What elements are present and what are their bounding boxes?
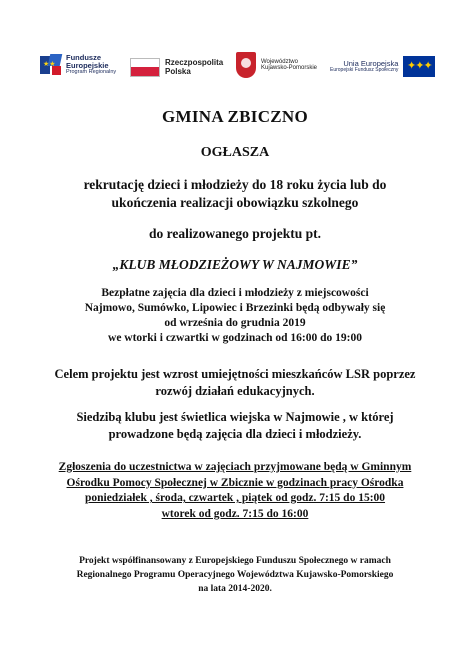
rzeczpospolita-polska-logo	[130, 58, 223, 77]
text-line: od września do grudnia 2019	[164, 317, 306, 329]
page-title: GMINA ZBICZNO	[161, 107, 309, 126]
logo-text: Program Regionalny	[66, 68, 117, 75]
text-line: rekrutację dzieci i młodzieży do 18 roku życia lub do	[83, 177, 387, 192]
text-line: poniedziałek , środa, czwartek , piątek od godz. 7:15 do 15:00	[84, 492, 386, 504]
announcement-heading: OGŁASZA	[200, 145, 270, 160]
text-line: ukończenia realizacji obowiązku szkolnego	[111, 195, 359, 210]
text-line: Regionalnego Programu Operacyjnego Województwa Kujawsko-Pomorskiego	[76, 570, 394, 580]
voivodeship-crest-icon	[236, 52, 256, 78]
project-name: „KLUB MŁODZIEŻOWY W NAJMOWIE”	[112, 257, 358, 272]
logo-text: Polska	[165, 66, 191, 76]
eu-flag-icon: ✦✦✦	[403, 56, 435, 77]
text-line: Ośrodku Pomocy Społecznej w Zbicznie w godzinach pracy Ośrodka	[66, 476, 404, 489]
text-line: prowadzone będą zajęcia dla dzieci i młodzieży.	[108, 427, 362, 441]
fundusze-europejskie-logo	[40, 54, 116, 76]
logo-bar	[0, 48, 470, 88]
text-line: wtorek od godz. 7:15 do 16:00	[161, 507, 309, 520]
project-intro: do realizowanego projektu pt.	[149, 226, 321, 241]
goal-paragraph	[0, 366, 470, 400]
text-line: Najmowo, Sumówko, Lipowiec i Brzezinki będą odbywały się	[84, 302, 386, 314]
seat-paragraph	[0, 409, 470, 443]
polish-flag-icon	[130, 58, 160, 77]
text-line: Projekt współfinansowany z Europejskiego Funduszu Społecznego w ramach	[79, 556, 391, 566]
logo-text: Kujawsko-Pomorskie	[261, 65, 318, 71]
text-line: Bezpłatne zajęcia dla dzieci i młodzieży z miejscowości	[101, 287, 369, 299]
schedule-paragraph	[0, 286, 470, 346]
text-line: Zgłoszenia do uczestnictwa w zajęciach przyjmowane będą w Gminnym	[58, 461, 412, 473]
recruitment-paragraph	[0, 176, 470, 212]
logo-text: Europejski Fundusz Społeczny	[330, 66, 399, 73]
logo-text: Województwo	[261, 58, 298, 65]
text-line: na lata 2014-2020.	[198, 584, 272, 594]
kujawsko-pomorskie-logo	[236, 52, 317, 78]
logo-text: Unia Europejska	[343, 58, 399, 68]
text-line: we wtorki i czwartki w godzinach od 16:00 do 19:00	[108, 332, 362, 344]
logo-text: Rzeczpospolita	[165, 58, 224, 68]
logo-text: Fundusze	[66, 53, 101, 63]
text-line: Celem projektu jest wzrost umiejętności mieszkańców LSR poprzez	[54, 367, 416, 381]
footer-note	[0, 554, 470, 596]
unia-europejska-logo	[330, 56, 435, 77]
fundusze-europejskie-icon: ★★	[40, 54, 62, 76]
logo-text: Europejskie	[66, 61, 109, 71]
text-line: rozwój działań edukacyjnych.	[155, 384, 315, 398]
text-line: Siedzibą klubu jest świetlica wiejska w Najmowie , w której	[76, 410, 394, 424]
applications-paragraph	[0, 460, 470, 522]
